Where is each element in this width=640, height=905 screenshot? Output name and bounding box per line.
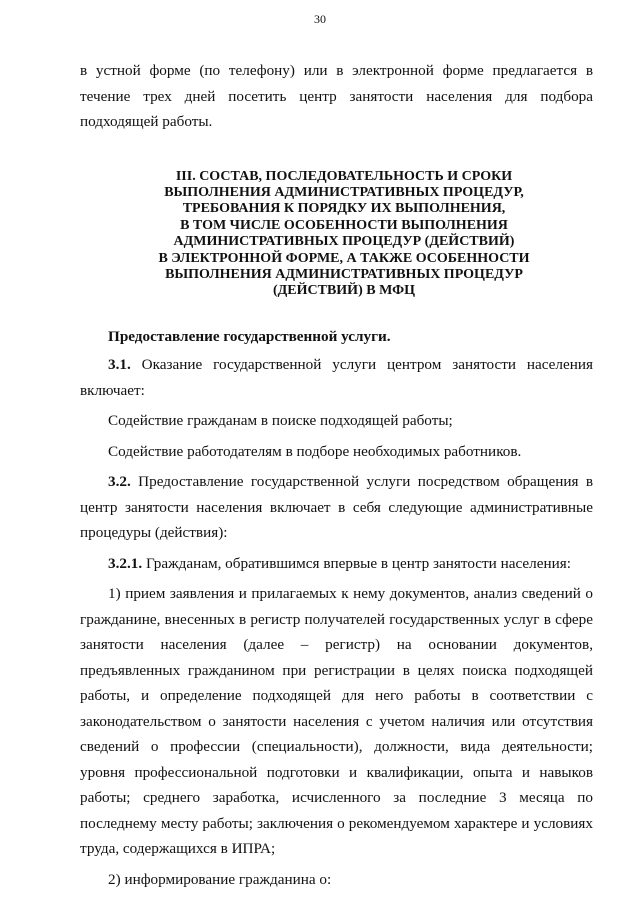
list-item: Содействие гражданам в поиске подходящей работы; — [108, 412, 453, 430]
intro-paragraph: в устной форме (по телефону) или в электронной форме предлагается в течение трех дней посетить центр занятости населения для подбора подходящей работы. — [80, 62, 593, 130]
heading-line: В ТОМ ЧИСЛЕ ОСОБЕННОСТИ ВЫПОЛНЕНИЯ — [180, 217, 508, 233]
paragraph-3-1 — [80, 352, 593, 403]
heading-line: (ДЕЙСТВИЙ) В МФЦ — [272, 283, 416, 299]
page-number: 30 — [314, 12, 326, 26]
heading-line: АДМИНИСТРАТИВНЫХ ПРОЦЕДУР (ДЕЙСТВИЙ) — [173, 234, 515, 250]
heading-line: ТРЕБОВАНИЯ К ПОРЯДКУ ИХ ВЫПОЛНЕНИЯ, — [182, 201, 506, 217]
paragraph-3-2-1 — [80, 551, 593, 577]
list-item: Содействие работодателям в подборе необходимых работников. — [108, 442, 522, 460]
heading-line: ВЫПОЛНЕНИЯ АДМИНИСТРАТИВНЫХ ПРОЦЕДУР — [165, 266, 523, 282]
subheading: Предоставление государственной услуги. — [108, 327, 391, 345]
section-heading — [80, 169, 593, 300]
clause-number: 3.2. — [108, 473, 131, 491]
heading-line: В ЭЛЕКТРОННОЙ ФОРМЕ, А ТАКЖЕ ОСОБЕННОСТИ — [158, 250, 530, 266]
paragraph-3-2 — [80, 469, 593, 546]
clause-text: Гражданам, обратившимся впервые в центр занятости населения: — [142, 554, 571, 572]
heading-line: ВЫПОЛНЕНИЯ АДМИНИСТРАТИВНЫХ ПРОЦЕДУР, — [164, 184, 524, 200]
list-item: 2) информирование гражданина о: — [108, 870, 332, 888]
clause-number: 3.2.1. — [108, 554, 143, 572]
clause-number: 3.1. — [108, 356, 131, 374]
clause-text: Предоставление государственной услуги посредством обращения в центр занятости населения включает в себя следующие административные процедуры (действия): — [80, 473, 593, 542]
list-item: 1) прием заявления и прилагаемых к нему документов, анализ сведений о гражданине, внесенных в регистр получателей государственных услуг в сфере занятости населения (далее – регистр) на основании документов, предъявленных гражданином при регистрации в целях поиска подходящей работы, и определение подходящей для него работы в соответствии с законодательством о занятости населения с учетом наличия или отсутствия сведений о профессии (специальности), должности, вида деятельности; уровня профессиональной подготовки и квалификации, опыта и навыков работы; среднего заработка, исчисленного за последние 3 месяца по последнему месту работы; заключения о рекомендуемом характере и условиях труда, содержащихся в ИПРА; — [80, 585, 593, 858]
clause-text: Оказание государственной услуги центром занятости населения включает: — [80, 356, 593, 399]
page-content — [80, 58, 593, 892]
heading-line: III. СОСТАВ, ПОСЛЕДОВАТЕЛЬНОСТЬ И СРОКИ — [175, 168, 513, 184]
